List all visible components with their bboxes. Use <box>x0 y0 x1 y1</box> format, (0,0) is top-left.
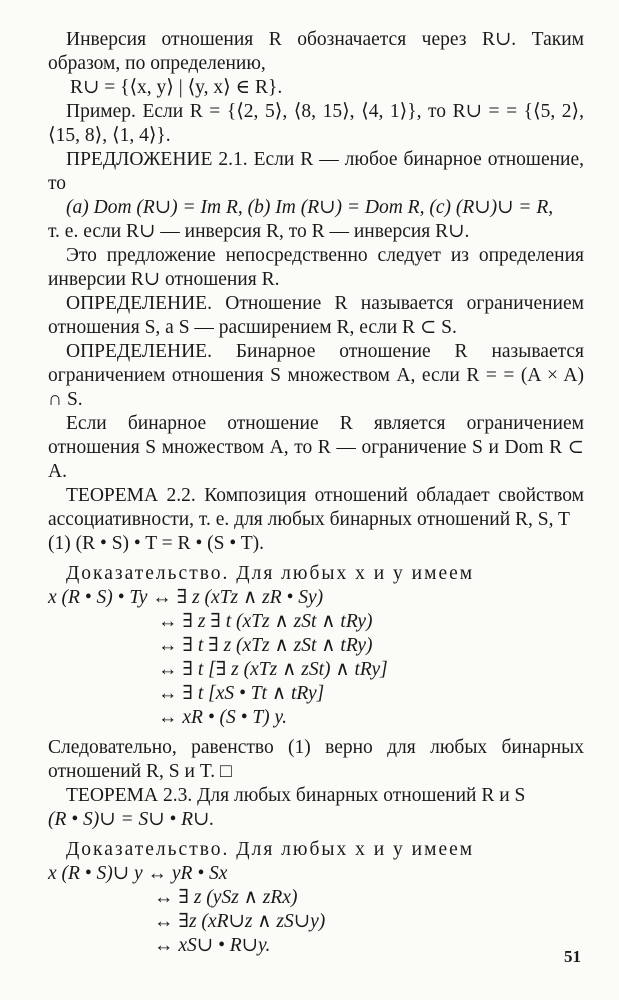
proof-chain-line-6: ↔ xR • (S • T) y. <box>158 707 288 728</box>
paragraph-conclusion: Следовательно, равенство (1) верно для любых бинарных отношений R, S и T. □ <box>48 737 584 782</box>
theorem-2-2: ТЕОРЕМА 2.2. Композиция отношений обладает свойством ассоциативности, т. е. для любых бинарных отношений R, S, T <box>48 485 584 530</box>
page-number: 51 <box>564 947 581 966</box>
paragraph-inversion-consequence: т. е. если R∪ — инверсия R, то R — инверсия R∪. <box>48 221 470 242</box>
proof-heading-2-3: Доказательство. Для любых x и y имеем <box>66 839 475 860</box>
definition-restriction-by-set: ОПРЕДЕЛЕНИЕ. Бинарное отношение R называется ограничением отношения S множеством A, если R = = (A × A) ∩ S. <box>48 341 584 410</box>
formula-inversion-definition: R∪ = {⟨x, y⟩ | ⟨y, x⟩ ∈ R}. <box>70 77 283 98</box>
proof2-chain-line-4: ↔ xS∪ • R∪y. <box>154 935 271 956</box>
proof-chain-line-4: ↔ ∃ t [∃ z (xTz ∧ zSt) ∧ tRy] <box>158 659 388 680</box>
theorem-2-3: ТЕОРЕМА 2.3. Для любых бинарных отношений R и S <box>66 785 526 806</box>
proof-chain-line-5: ↔ ∃ t [xS • Tt ∧ tRy] <box>158 683 325 704</box>
paragraph-follows: Это предложение непосредственно следует из определения инверсии R∪ отношения R. <box>48 245 584 290</box>
page-body <box>48 28 584 958</box>
paragraph-example: Пример. Если R = {⟨2, 5⟩, ⟨8, 15⟩, ⟨4, 1⟩}, то R∪ = = {⟨5, 2⟩, ⟨15, 8⟩, ⟨1, 4⟩}. <box>48 101 584 146</box>
formula-associativity: (1) (R • S) • T = R • (S • T). <box>48 533 264 554</box>
proof-chain-line-1: x (R • S) • Ty ↔ ∃ z (xTz ∧ zR • Sy) <box>48 587 324 608</box>
formula-inverse-composition: (R • S)∪ = S∪ • R∪. <box>48 809 215 830</box>
proof2-chain-line-2: ↔ ∃ z (ySz ∧ zRx) <box>154 887 298 908</box>
proof2-chain-line-1: x (R • S)∪ y ↔ yR • Sx <box>48 863 228 884</box>
paragraph-inversion: Инверсия отношения R обозначается через R∪. Таким образом, по определению, <box>48 29 584 74</box>
formula-proposition-2-1: (a) Dom (R∪) = Im R, (b) Im (R∪) = Dom R, (c) (R∪)∪ = R, <box>66 197 554 218</box>
proof2-chain-line-3: ↔ ∃z (xR∪z ∧ zS∪y) <box>154 911 326 932</box>
proposition-2-1: ПРЕДЛОЖЕНИЕ 2.1. Если R — любое бинарное отношение, то <box>48 149 584 194</box>
definition-restriction: ОПРЕДЕЛЕНИЕ. Отношение R называется ограничением отношения S, а S — расширением R, если R ⊂ S. <box>48 293 584 338</box>
proof-chain-line-2: ↔ ∃ z ∃ t (xTz ∧ zSt ∧ tRy) <box>158 611 373 632</box>
proof-heading-2-2: Доказательство. Для любых x и y имеем <box>66 563 475 584</box>
proof-chain-line-3: ↔ ∃ t ∃ z (xTz ∧ zSt ∧ tRy) <box>158 635 373 656</box>
paragraph-restriction-domain: Если бинарное отношение R является ограничением отношения S множеством A, то R — ограничение S и Dom R ⊂ A. <box>48 413 584 482</box>
